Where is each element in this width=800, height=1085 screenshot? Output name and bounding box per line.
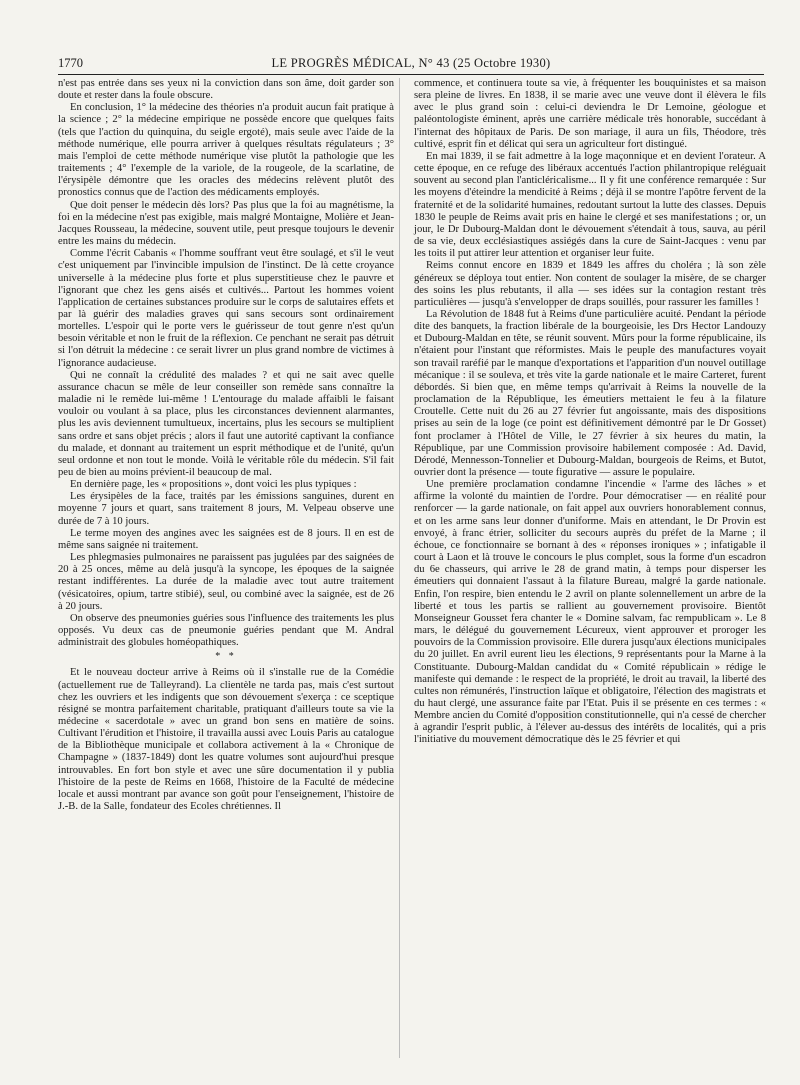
journal-title: LE PROGRÈS MÉDICAL, N° 43 (25 Octobre 1930) — [271, 56, 551, 70]
paragraph: Comme l'écrit Cabanis « l'homme souffrant veut être soulagé, et s'il le veut c'est uniquement par l'invincible impulsion de l'instinct. De là cette croyance universelle à la médecine plus forte et plus superstitieuse chez le pauvre et l'ignorant que chez les gens aisés et cultivés... Partout les hommes voient l'application de certaines substances produire sur le corps de salutaires effets et par là guérir des maladies graves qui sans secours sont ordinairement mortelles. L'espoir qui le porte vers le guérisseur de tout genre n'est qu'un besoin véritable et non le fruit de la réflexion. Ce penchant ne serait pas détruit si l'on détruit la médecine : ce serait livrer un plus grand nombre de victimes à l'ignorance audacieuse. — [58, 248, 394, 369]
paragraph: En dernière page, les « propositions », dont voici les plus typiques : — [70, 479, 357, 491]
running-header — [58, 52, 764, 74]
paragraph: commence, et continuera toute sa vie, à fréquenter les bouquinistes et sa maison sera pleine de livres. En 1838, il se marie avec une veuve dont il élèvera le fils avec le plus grand soin : celui-ci deviendra le Dr Lemoine, géologue et paléontologiste éminent, après une carrière médicale très honorable, succédant à l'internat des hôpitaux de Paris. De son mariage, il aura un fils, Théodore, très cultivé, esprit fin et délicat qui sera un agriculteur fort distingué. — [414, 78, 766, 150]
proposition: Les phlegmasies pulmonaires ne paraissent pas jugulées par des saignées de 20 à 25 onces, même au delà jusqu'à la syncope, les époques de la saignée restant indifférentes. La durée de la maladie avec tout autre traitement (vésicatoires, opium, tartre stibié), seul, ou combiné avec la saignée, est de 26 à 20 jours. — [58, 552, 394, 612]
paragraph: Que doit penser le médecin dès lors? Pas plus que la foi au magnétisme, la foi en la médecine n'est pas exigible, mais malgré Montaigne, Molière et Jean-Jacques Rousseau, la médecine, souvent utile, peut presque toujours le devenir entre les mains du médecin. — [58, 199, 394, 248]
right-column — [414, 78, 766, 1078]
header-rule — [58, 74, 764, 75]
paragraph: n'est pas entrée dans ses yeux ni la conviction dans son âme, doit garder son doute et rester dans la foule obscure. — [58, 78, 394, 102]
proposition: Les érysipèles de la face, traités par les émissions sanguines, durent en moyenne 7 jours et quart, sans traitement 8 jours, M. Velpeau observe une durée de 7 à 10 jours. — [58, 491, 394, 527]
paragraph: En conclusion, 1° la médecine des théories n'a produit aucun fait pratique à la science ; 2° la médecine empirique ne possède encore que quelques faits (tels que l'action du quinquina, du seigle ergoté), mais seule avec l'aide de la méthode numérique, elle pourra arriver à quelques résultats régulateurs ; 3° mais l'emploi de cette méthode numérique vise plutôt la pathologie que les traitements ; 4° l'exemple de la variole, de la rougeole, de la scarlatine, de l'érysipèle démontre que les oracles des médecins relèvent plutôt des pronostics connus que de l'action des médicaments employés. — [58, 102, 394, 199]
section-separator: * * — [215, 651, 237, 663]
proposition: On observe des pneumonies guéries sous l'influence des traitements les plus opposés. Vu deux cas de pneumonie guéries pendant que M. Andral administrait des globules homéopathiques. — [58, 612, 394, 649]
paragraph: Une première proclamation condamne l'incendie « l'arme des lâches » et affirme la volonté du maintien de l'ordre. Pour démocratiser — en réalité pour renforcer — la garde nationale, on fait appel aux ouvriers honorablement connus, et on les arme sans leur donner d'uniforme. Mais en attendant, le Dr Provin est envoyé, à franc étrier, solliciter du secours auprès du préfet de la Marne ; il échoue, ce fonctionnaire se bornant à des « réponses ironiques » ; infatigable il court à Laon et là trouve le concours le plus complet, sous la forme d'un escadron du 6e chasseurs, qui arrive le 28 de grand matin, à temps pour disperser les émeutiers qui donnaient l'assaut à la filature Bureau, malgré la garde nationale. Enfin, l'on respire, bien entendu le 2 avril on plante solennellement un arbre de la liberté et tous les partis se rallient au gouvernement provisoire. Bientôt Monseigneur Gousset fera chanter le « Domine salvam, fac rempublicam ». Le 8 mars, le délégué du gouvernement Lécureux, vient approuver et proroger les pouvoirs de la Commission provisoire. Elle durera jusqu'aux élections municipales du 20 juillet. En avril eurent lieu les élections, 9 représentants pour la Marne à la Constituante. Dubourg-Maldan candidat du « Comité républicain » rédige le manifeste qui demande : le respect de la propriété, le droit au travail, la liberté des cultes non rémunérés, l'instruction laïque et obligatoire, l'élection des magistrats et du haut clergé, une assurance faite par l'Etat. Puis il se présente en ces termes : « Membre ancien du Comité d'opposition constitutionnelle, qui n'a cessé de chercher à agrandir l'esprit public, à l'élever au-dessus des intérêts de localités, qui a pris l'initiative du mouvement démocratique dès le 25 février et qui — [414, 479, 766, 746]
paragraph: La Révolution de 1848 fut à Reims d'une particulière acuité. Pendant la période dite des banquets, la fraction libérale de la bourgeoisie, les Drs Hector Landouzy et Dubourg-Maldan en tête, se réunit souvent. Mûrs pour la forme républicaine, ils n'étaient pour l'instant que réformistes. Mais le peuple des manufactures voyait son travail raréfié par le manque d'exportations et l'apparition d'un nouvel outillage mécanique : il se souleva, et très vite la garde nationale et le maire Carteret, furent débordés. Si bien que, en même temps qu'arrivait à Reims la nouvelle de la proclamation de la République, les émeutiers mettaient le feu à la filature Croutelle. Cette nuit du 26 au 27 février fut angoissante, mais des dispositions prises au sein de la loge (ce point est définitivement démontré par le Dr Gosset) font proclamer à l'Hôtel de Ville, le 27 février à six heures du matin, la République, par une Commission provisoire habilement composée : Ad. David, Dérodé, Mennesson-Tonnelier et Dubourg-Maldan, bourgeois de Reims, et Butot, ouvrier dont la présence — toute figurative — assure le populaire. — [414, 308, 766, 478]
paragraph: En mai 1839, il se fait admettre à la loge maçonnique et en devient l'orateur. A cette époque, en ce refuge des libéraux accentués l'action philantropique reléguait souvent au second plan l'anticléricalisme... Il y fit une conférence remarquée : Sur les moyens d'éteindre la mendicité à Reims ; déjà il se montre l'apôtre fervent de la fraternité et de la solidarité humaines, redoutant surtout la lutte des classes. Depuis 1830 le peuple de Reims avait pris en haine le clergé et ses manifestations ; or, un jour, le Dr Dubourg-Maldan dont le dévouement s'étendait à tous, sauva, au péril de sa vie, deux ecclésiastiques assiégés dans la cure de Saint-Jacques : venu par les toits il put attirer leur attention et organiser leur fuite. — [414, 150, 766, 260]
paragraph: Et le nouveau docteur arrive à Reims où il s'installe rue de la Comédie (actuellement rue de Talleyrand). La clientèle ne tarda pas, mais c'est surtout chez les ouvriers et les indigents que son dévouement s'exerça : ce sceptique résigné se montra parfaitement charitable, pratiquant d'ailleurs toute sa vie la médecine « sacerdotale » avec un grand bon sens en matière de soins. Cultivant l'érudition et l'histoire, il travailla aussi avec Louis Paris au catalogue de la Bibliothèque municipale et collabora activement à la « Chronique de Champagne » (1837-1849) dont les quatre volumes sont aujourd'hui presque introuvables. En fort bon style et avec une sûre documentation il y publia l'histoire de la peste de Reims en 1668, l'histoire de la Faculté de médecine locale et aussi montrant par avance son goût pour l'enseignement, l'histoire de J.-B. de la Salle, fondateur des Ecoles chrétiennes. Il — [58, 667, 394, 813]
text-columns — [58, 78, 766, 1078]
paragraph: Qui ne connaît la crédulité des malades ? et qui ne sait avec quelle assurance chacun se mêle de leur conseiller son remède sans connaître la maladie ni le remède lui-même ! L'entourage du malade affaibli le faisant vouloir ou voulant à sa place, plus les circonstances deviennent alarmantes, plus les avis deviennent tumultueux, incertains, plus les secours se multiplient sans ordre et sans objet précis ; alors il faut une autorité captivant la confiance du malade, et donnant au traitement un esprit méthodique et de l'unité, qu'un seul ordonne et non tout le monde. Voilà le véritable rôle du médecin. S'il fait peu de bien au moins prévient-il beaucoup de mal. — [58, 369, 394, 478]
proposition: Le terme moyen des angines avec les saignées est de 8 jours. Il en est de même sans saignée ni traitement. — [58, 527, 394, 551]
left-column — [58, 78, 394, 1078]
page-number: 1770 — [58, 56, 83, 70]
paragraph: Reims connut encore en 1839 et 1849 les affres du choléra ; là son zèle généreux se déploya tout entier. Non content de soulager la misère, de se charger des soins les plus rebutants, il alla — ses idées sur la contagion restant très particulières — jusqu'à s'envelopper de draps souillés, pour rassurer les familles ! — [414, 260, 766, 308]
